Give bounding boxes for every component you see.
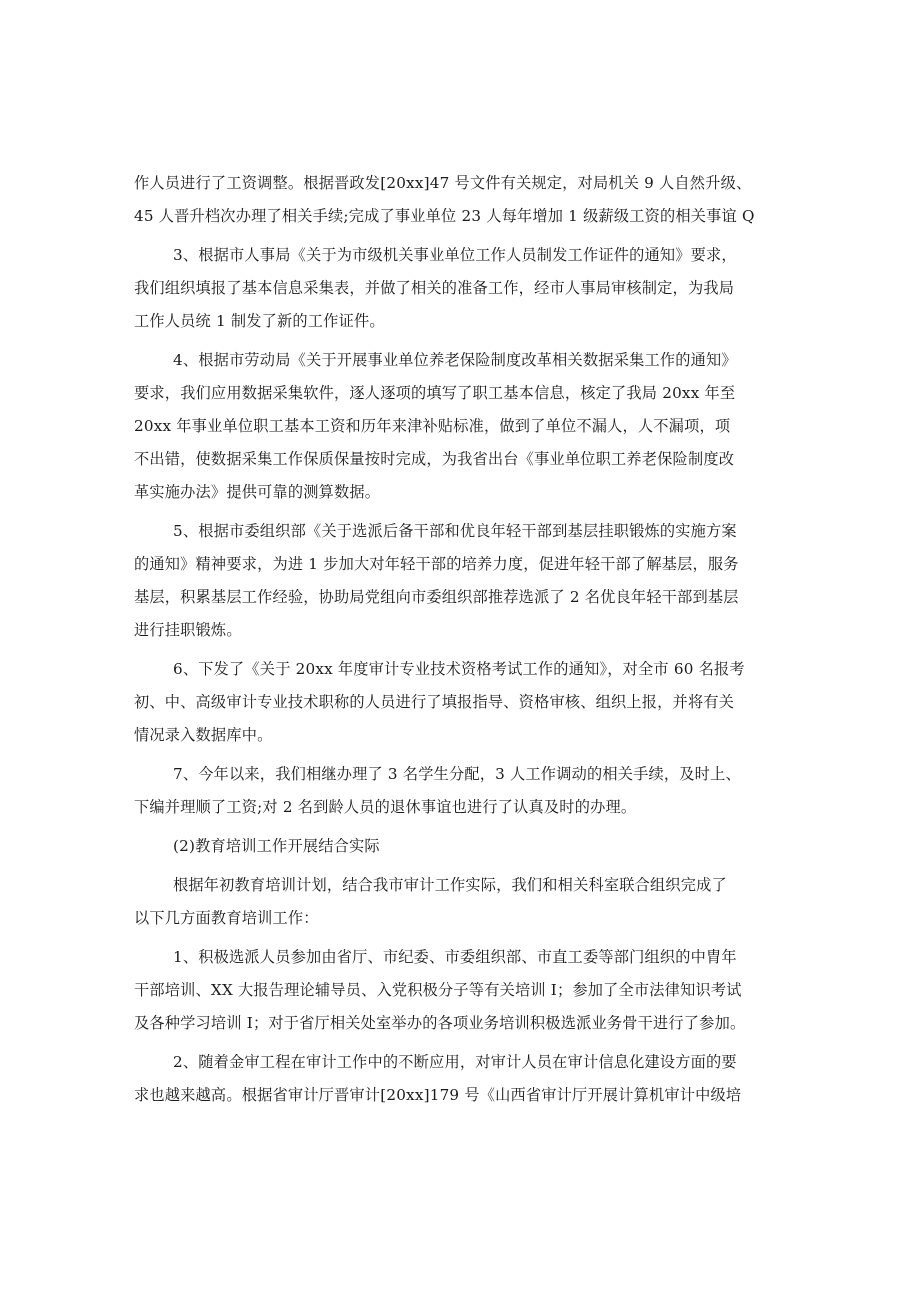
text-line: 6、下发了《关于 20xx 年度审计专业技术资格考试工作的通知》，对全市 60 名报考 [173,660,745,678]
document-body [134,167,798,1112]
text-line: 1、积极选派人员参加由省厅、市纪委、市委组织部、市直工委等部门组织的中胄年 [173,948,737,966]
text-line: 求也越来越高。根据省审计厅晋审计[20xx]179 号《山西省审计厅开展计算机审计中级培 [134,1086,742,1104]
text-line: 初、中、高级审计专业技术职称的人员进行了填报指导、资格审核、组织上报，并将有关 [134,693,735,711]
text-line: 45 人晋升档次办理了相关手续;完成了事业单位 23 人每年增加 1 级薪级工资的相关事谊 Q [134,207,755,225]
text-line: 4、根据市劳动局《关于开展事业单位养老保险制度改革相关数据采集工作的通知》 [173,351,737,369]
text-line: 情况录入数据库中。 [134,726,273,744]
text-line: 的通知》精神要求，为进 1 步加大对年轻干部的培养力度，促进年轻干部了解基层，服务 [134,555,739,573]
text-line: 5、根据市委组织部《关于选派后备干部和优良年轻干部到基层挂职锻炼的实施方案 [173,522,737,540]
text-line: 不出错，使数据采集工作保质保量按时完成，为我省出台《事业单位职工养老保险制度改 [134,450,735,468]
text-line: 要求，我们应用数据采集软件，逐人逐项的填写了职工基本信息，核定了我局 20xx 年至 [134,384,736,402]
text-line: (2)教育培训工作开展结合实际 [173,837,380,855]
text-line: 以下几方面教育培训工作： [134,909,319,927]
text-line: 革实施办法》提供可靠的测算数据。 [134,483,381,501]
text-line: 2、随着金审工程在审计工作中的不断应用，对审计人员在审计信息化建设方面的要 [173,1053,737,1071]
text-line: 工作人员统 1 制发了新的工作证件。 [134,312,385,330]
text-line: 我们组织填报了基本信息采集表，并做了相关的准备工作，经市人事局审核制定，为我局 [134,279,735,297]
text-line: 基层，积累基层工作经验，协助局党组向市委组织部推荐选派了 2 名优良年轻干部到基层 [134,588,739,606]
text-line: 干部培训、XX 大报告理论辅导员、入党积极分子等有关培训 I；参加了全市法律知识考试 [134,981,742,999]
text-line: 及各种学习培训 I；对于省厅相关处室举办的各项业务培训积极选派业务骨干进行了参加。 [134,1014,746,1032]
text-line: 下编并理顺了工资;对 2 名到龄人员的退休事谊也进行了认真及时的办理。 [134,798,637,816]
text-line: 3、根据市人事局《关于为市级机关事业单位工作人员制发工作证件的通知》要求， [173,246,737,264]
text-line: 7、今年以来，我们相继办理了 3 名学生分配，3 人工作调动的相关手续，及时上、 [173,765,741,783]
text-line: 进行挂职锻炼。 [134,621,242,639]
text-line: 根据年初教育培训计划，结合我市审计工作实际，我们和相关科室联合组织完成了 [173,876,727,894]
text-line: 作人员进行了工资调整。根据晋政发[20xx]47 号文件有关规定，对局机关 9 人自然升级、 [134,174,752,192]
text-line: 20xx 年事业单位职工基本工资和历年来津补贴标准，做到了单位不漏人，人不漏项，项 [134,417,731,435]
